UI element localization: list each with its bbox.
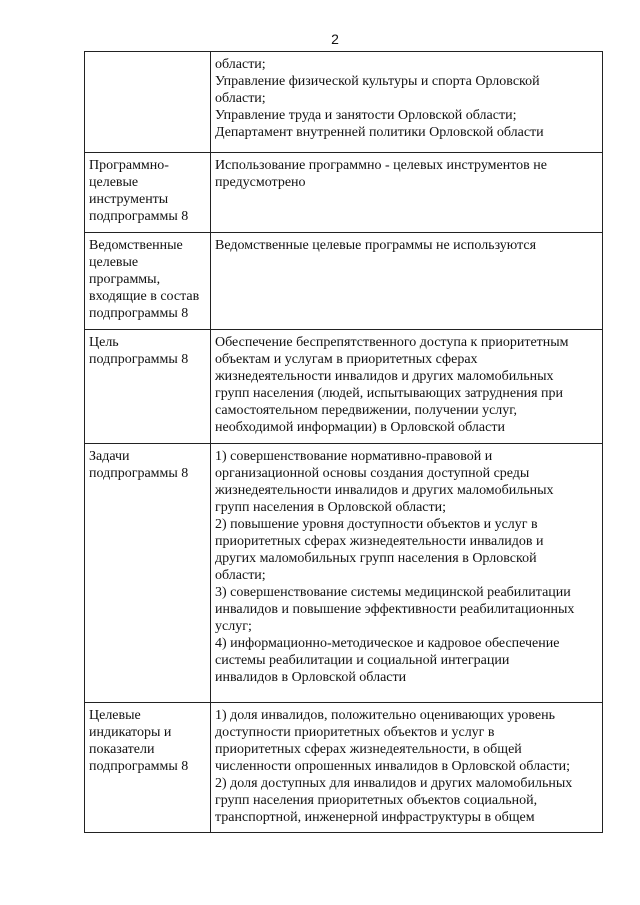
row-value-line: Управление физической культуры и спорта Орловской bbox=[215, 74, 540, 89]
row-value-cell bbox=[211, 330, 603, 444]
row-value-line: системы реабилитации и социальной интеграции bbox=[215, 653, 510, 668]
row-value-line: самостоятельном передвижении, получении услуг, bbox=[215, 403, 517, 418]
row-value-line: доступности приоритетных объектов и услуг в bbox=[215, 725, 495, 740]
row-value-line: транспортной, инженерной инфраструктуры в общем bbox=[215, 810, 535, 825]
row-subprogram-goal bbox=[85, 330, 603, 444]
row-value-line: Управление труда и занятости Орловской области; bbox=[215, 108, 517, 123]
row-value-line: Департамент внутренней политики Орловской области bbox=[215, 125, 544, 140]
row-value-line: объектам и услугам в приоритетных сферах bbox=[215, 352, 478, 367]
row-value-line: необходимой информации) в Орловской области bbox=[215, 420, 505, 435]
row-label-line: Программно- bbox=[89, 158, 169, 173]
row-value-line: 1) доля инвалидов, положительно оценивающих уровень bbox=[215, 708, 555, 723]
row-value-line: 2) повышение уровня доступности объектов и услуг в bbox=[215, 517, 538, 532]
row-label-line: подпрограммы 8 bbox=[89, 759, 189, 774]
row-value-cell bbox=[211, 444, 603, 703]
row-value-line: области; bbox=[215, 91, 266, 106]
row-value-line: 2) доля доступных для инвалидов и других маломобильных bbox=[215, 776, 573, 791]
row-value-line: жизнедеятельности инвалидов и других маломобильных bbox=[215, 369, 554, 384]
row-value-line: 4) информационно-методическое и кадровое обеспечение bbox=[215, 636, 560, 651]
row-value-line: численности опрошенных инвалидов в Орловской области; bbox=[215, 759, 570, 774]
row-value-line: жизнедеятельности инвалидов и других маломобильных bbox=[215, 483, 554, 498]
row-value-line: области; bbox=[215, 568, 266, 583]
row-label-cell bbox=[85, 233, 211, 330]
row-value-cell bbox=[211, 233, 603, 330]
row-value-cell bbox=[211, 52, 603, 153]
row-value-line: Ведомственные целевые программы не используются bbox=[215, 238, 537, 253]
row-label-cell bbox=[85, 52, 211, 153]
row-value-line: приоритетных сферах жизнедеятельности инвалидов и bbox=[215, 534, 544, 549]
row-value-line: Обеспечение беспрепятственного доступа к приоритетным bbox=[215, 335, 569, 350]
row-value-line: области; bbox=[215, 57, 266, 72]
row-value-line: групп населения приоритетных объектов социальной, bbox=[215, 793, 538, 808]
row-label-line: Задачи bbox=[89, 449, 130, 464]
row-value-line: услуг; bbox=[215, 619, 252, 634]
row-value-line: других маломобильных групп населения в Орловской bbox=[215, 551, 537, 566]
row-label-line: подпрограммы 8 bbox=[89, 306, 189, 321]
row-label-line: программы, bbox=[89, 272, 161, 287]
row-departmental-target-programs bbox=[85, 233, 603, 330]
row-label-line: индикаторы и bbox=[89, 725, 172, 740]
row-label-cell bbox=[85, 444, 211, 703]
row-value-line: групп населения в Орловской области; bbox=[215, 500, 447, 515]
row-label-line: Цель bbox=[89, 335, 119, 350]
row-label-line: Ведомственные bbox=[89, 238, 183, 253]
row-value-cell bbox=[211, 153, 603, 233]
row-label-line: Целевые bbox=[89, 708, 141, 723]
row-value-line: предусмотрено bbox=[215, 175, 306, 190]
row-label-line: подпрограммы 8 bbox=[89, 209, 189, 224]
row-program-target-instruments bbox=[85, 153, 603, 233]
row-label-line: инструменты bbox=[89, 192, 169, 207]
row-target-indicators bbox=[85, 703, 603, 833]
row-value-line: Использование программно - целевых инструментов не bbox=[215, 158, 547, 173]
row-label-line: входящие в состав bbox=[89, 289, 200, 304]
row-subprogram-tasks bbox=[85, 444, 603, 703]
row-value-line: групп населения (людей, испытывающих затруднения при bbox=[215, 386, 564, 401]
subprogram-passport-table bbox=[84, 51, 603, 833]
row-value-line: инвалидов в Орловской области bbox=[215, 670, 407, 685]
row-value-line: организационной основы создания доступной среды bbox=[215, 466, 530, 481]
row-label-line: подпрограммы 8 bbox=[89, 352, 189, 367]
row-label-line: подпрограммы 8 bbox=[89, 466, 189, 481]
row-value-line: 1) совершенствование нормативно-правовой и bbox=[215, 449, 493, 464]
page-number: 2 bbox=[331, 31, 339, 47]
row-value-cell bbox=[211, 703, 603, 833]
row-value-line: 3) совершенствование системы медицинской реабилитации bbox=[215, 585, 571, 600]
row-value-line: инвалидов и повышение эффективности реабилитационных bbox=[215, 602, 575, 617]
row-label-cell bbox=[85, 330, 211, 444]
row-responsible-executors-continued bbox=[85, 52, 603, 153]
row-label-line: показатели bbox=[89, 742, 155, 757]
row-label-line: целевые bbox=[89, 255, 139, 270]
row-value-line: приоритетных сферах жизнедеятельности, в общей bbox=[215, 742, 522, 757]
row-label-cell bbox=[85, 153, 211, 233]
row-label-line: целевые bbox=[89, 175, 139, 190]
row-label-cell bbox=[85, 703, 211, 833]
